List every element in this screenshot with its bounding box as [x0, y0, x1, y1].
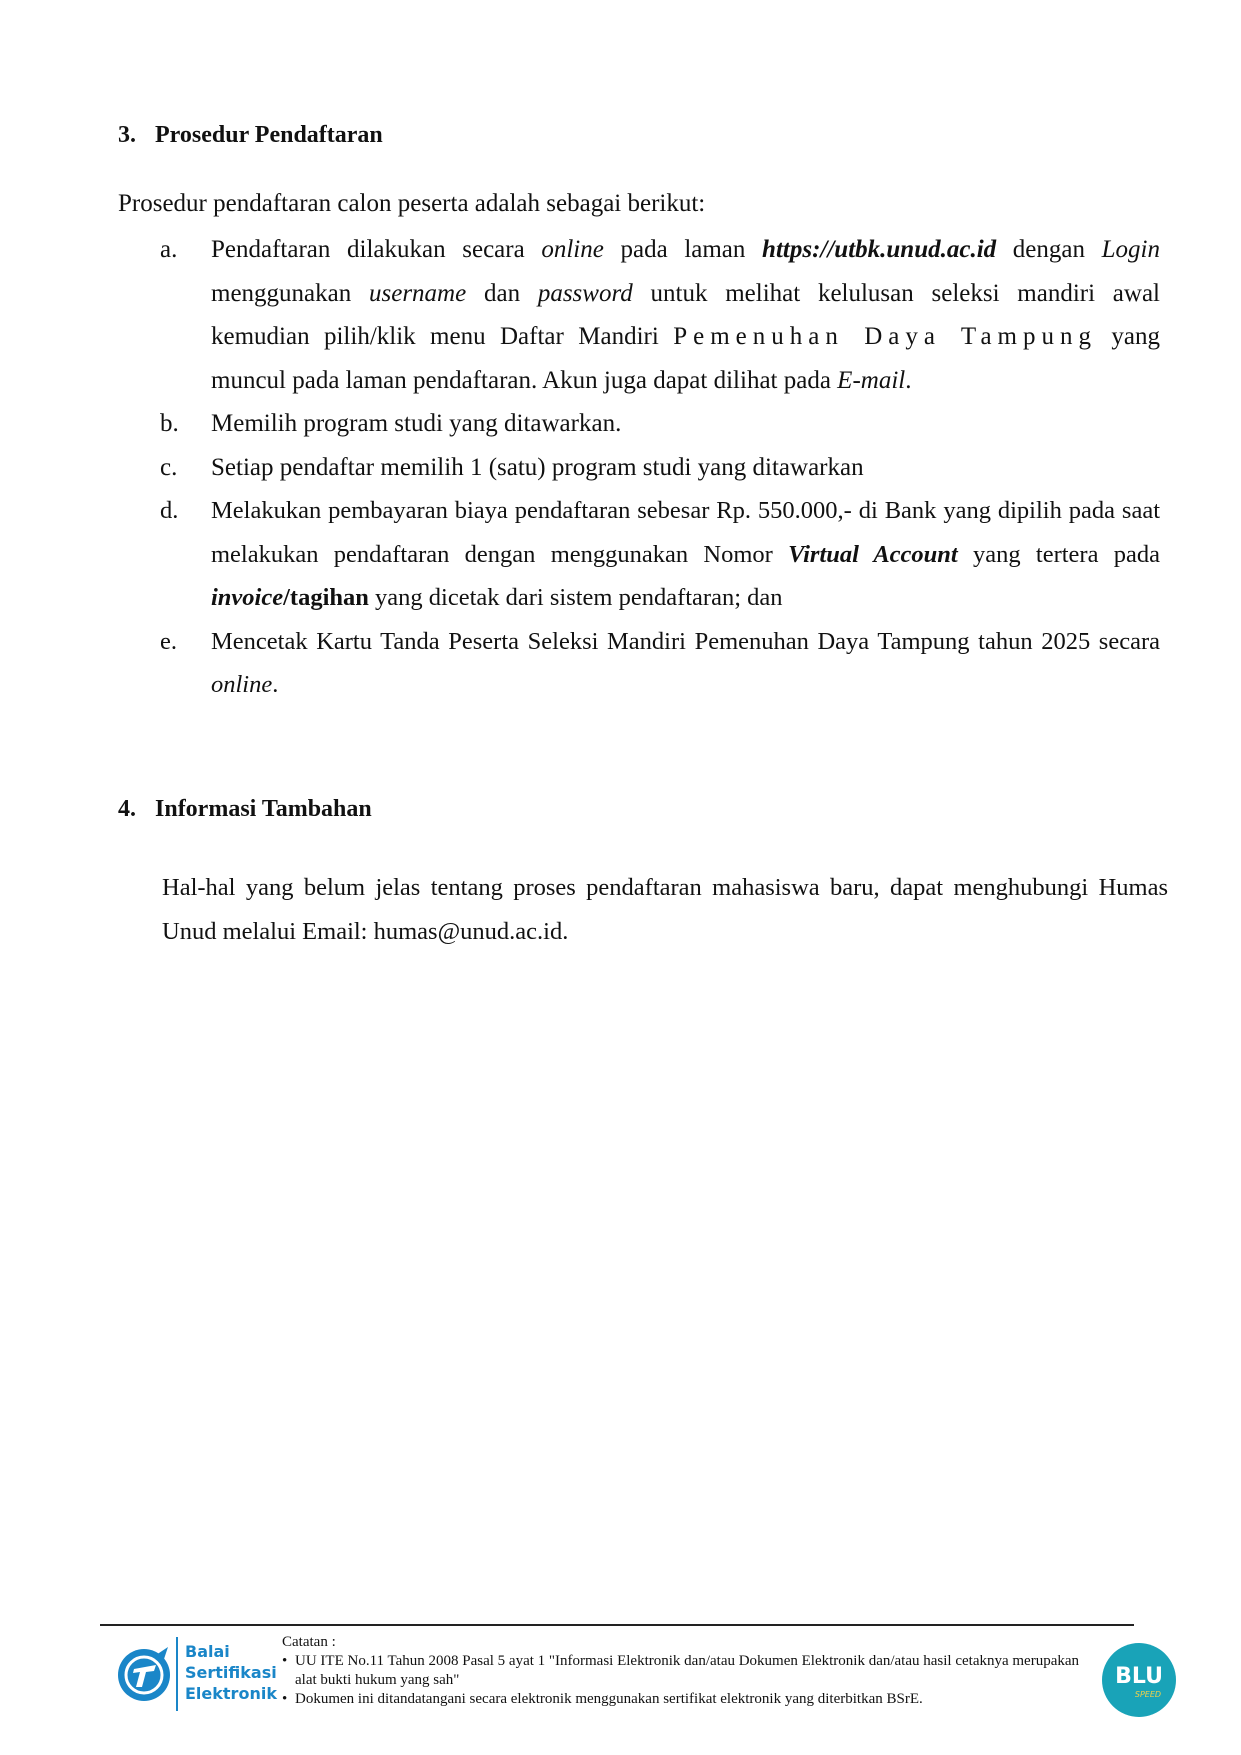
section-4-heading: [118, 794, 372, 824]
bsre-shield-icon: [116, 1641, 172, 1705]
blu-badge-icon: [1100, 1641, 1178, 1719]
item-text-italic: E-mail: [837, 366, 906, 394]
item-text: menggunakan: [211, 279, 369, 307]
url-link[interactable]: https://utbk.unud.ac.id: [762, 236, 997, 263]
bullet-icon: •: [282, 1691, 288, 1707]
logo-text: Balai: [185, 1642, 230, 1661]
item-text-italic: password: [537, 279, 633, 307]
note-item: [282, 1652, 1102, 1690]
item-text: Setiap pendaftar memilih 1 (satu) program studi yang ditawarkan: [211, 453, 864, 481]
procedure-list: [160, 228, 1160, 707]
section-3-intro: Prosedur pendaftaran calon peserta adalah sebagai berikut:: [118, 190, 706, 217]
section-3-title: Prosedur Pendaftaran: [155, 122, 383, 148]
item-text: Pendaftaran dilakukan secara: [211, 236, 542, 263]
bsre-logo: [116, 1637, 276, 1711]
blu-speed-logo: [1100, 1641, 1178, 1719]
item-text-italic: Login: [1101, 236, 1160, 263]
note-item: [282, 1690, 1102, 1709]
item-text: .: [905, 366, 912, 394]
item-text: yang tertera pada: [957, 540, 1160, 568]
section-3-number: 3.: [118, 122, 136, 148]
item-text: dengan: [996, 236, 1102, 263]
section-4-number: 4.: [118, 796, 136, 822]
item-text: dan: [466, 279, 538, 307]
item-text: Melakukan pembayaran biaya pendaftaran sebesar Rp. 550.000,- di Bank yang dipilih pada saat melakukan pendaftaran dengan menggunakan Nomor: [211, 497, 1160, 568]
blu-main-text: BLU: [1115, 1664, 1163, 1689]
note-text: Dokumen ini ditandatangani secara elektronik menggunakan sertifikat elektronik yang diterbitkan BSrE.: [295, 1691, 923, 1707]
list-marker: c.: [160, 453, 178, 481]
section-4-title: Informasi Tambahan: [155, 796, 372, 822]
list-item: [160, 228, 1160, 402]
footer-divider: [100, 1624, 1134, 1626]
list-item: [160, 489, 1160, 620]
list-item: [160, 620, 1160, 707]
item-text: untuk melihat kelulusan seleksi mandiri awal kemudian pilih/klik menu Daftar Mandiri: [211, 279, 1161, 350]
logo-text: Elektronik: [185, 1684, 277, 1703]
item-text-italic: online: [211, 671, 273, 698]
logo-divider: [176, 1637, 178, 1711]
item-text-spaced: Pemenuhan Daya Tampung: [673, 323, 1097, 350]
list-item: [160, 446, 1160, 490]
list-marker: d.: [160, 497, 179, 524]
list-marker: e.: [160, 627, 177, 655]
item-text-italic: username: [369, 279, 467, 307]
note-text: UU ITE No.11 Tahun 2008 Pasal 5 ayat 1 "Informasi Elektronik dan/atau Dokumen Elektronik dan/atau hasil cetaknya merupakan alat bukti hukum yang sah": [295, 1653, 1080, 1688]
bullet-icon: •: [282, 1653, 288, 1669]
section-3-heading: [118, 120, 383, 150]
item-text: pada laman: [603, 236, 763, 263]
footer-notes: [282, 1633, 1102, 1709]
bsre-wordmark: [185, 1641, 277, 1704]
notes-list: [282, 1652, 1102, 1709]
item-text: .: [272, 671, 279, 698]
item-text-bold-italic: invoice: [211, 584, 284, 611]
section-4-text: Hal-hal yang belum jelas tentang proses pendaftaran mahasiswa baru, dapat menghubungi Humas Unud melalui Email: humas@unud.ac.id.: [162, 874, 1168, 945]
blu-sub-text: SPEED: [1134, 1690, 1162, 1699]
item-text: Mencetak Kartu Tanda Peserta Seleksi Mandiri Pemenuhan Daya Tampung tahun 2025 secara: [211, 627, 1160, 655]
item-text-bold: /tagihan: [283, 584, 369, 611]
item-text: Memilih program studi yang ditawarkan.: [211, 410, 622, 437]
item-text: yang dicetak dari sistem pendaftaran; dan: [368, 584, 783, 611]
list-marker: b.: [160, 410, 179, 437]
item-text-italic: online: [541, 236, 604, 263]
list-item: [160, 402, 1160, 446]
notes-label: Catatan :: [282, 1634, 336, 1650]
item-text: yang muncul pada laman pendaftaran. Akun juga dapat dilihat pada: [211, 323, 1160, 394]
item-text-bold-italic: Virtual Account: [788, 540, 958, 568]
logo-text: Sertifikasi: [185, 1663, 277, 1682]
list-marker: a.: [160, 236, 178, 263]
